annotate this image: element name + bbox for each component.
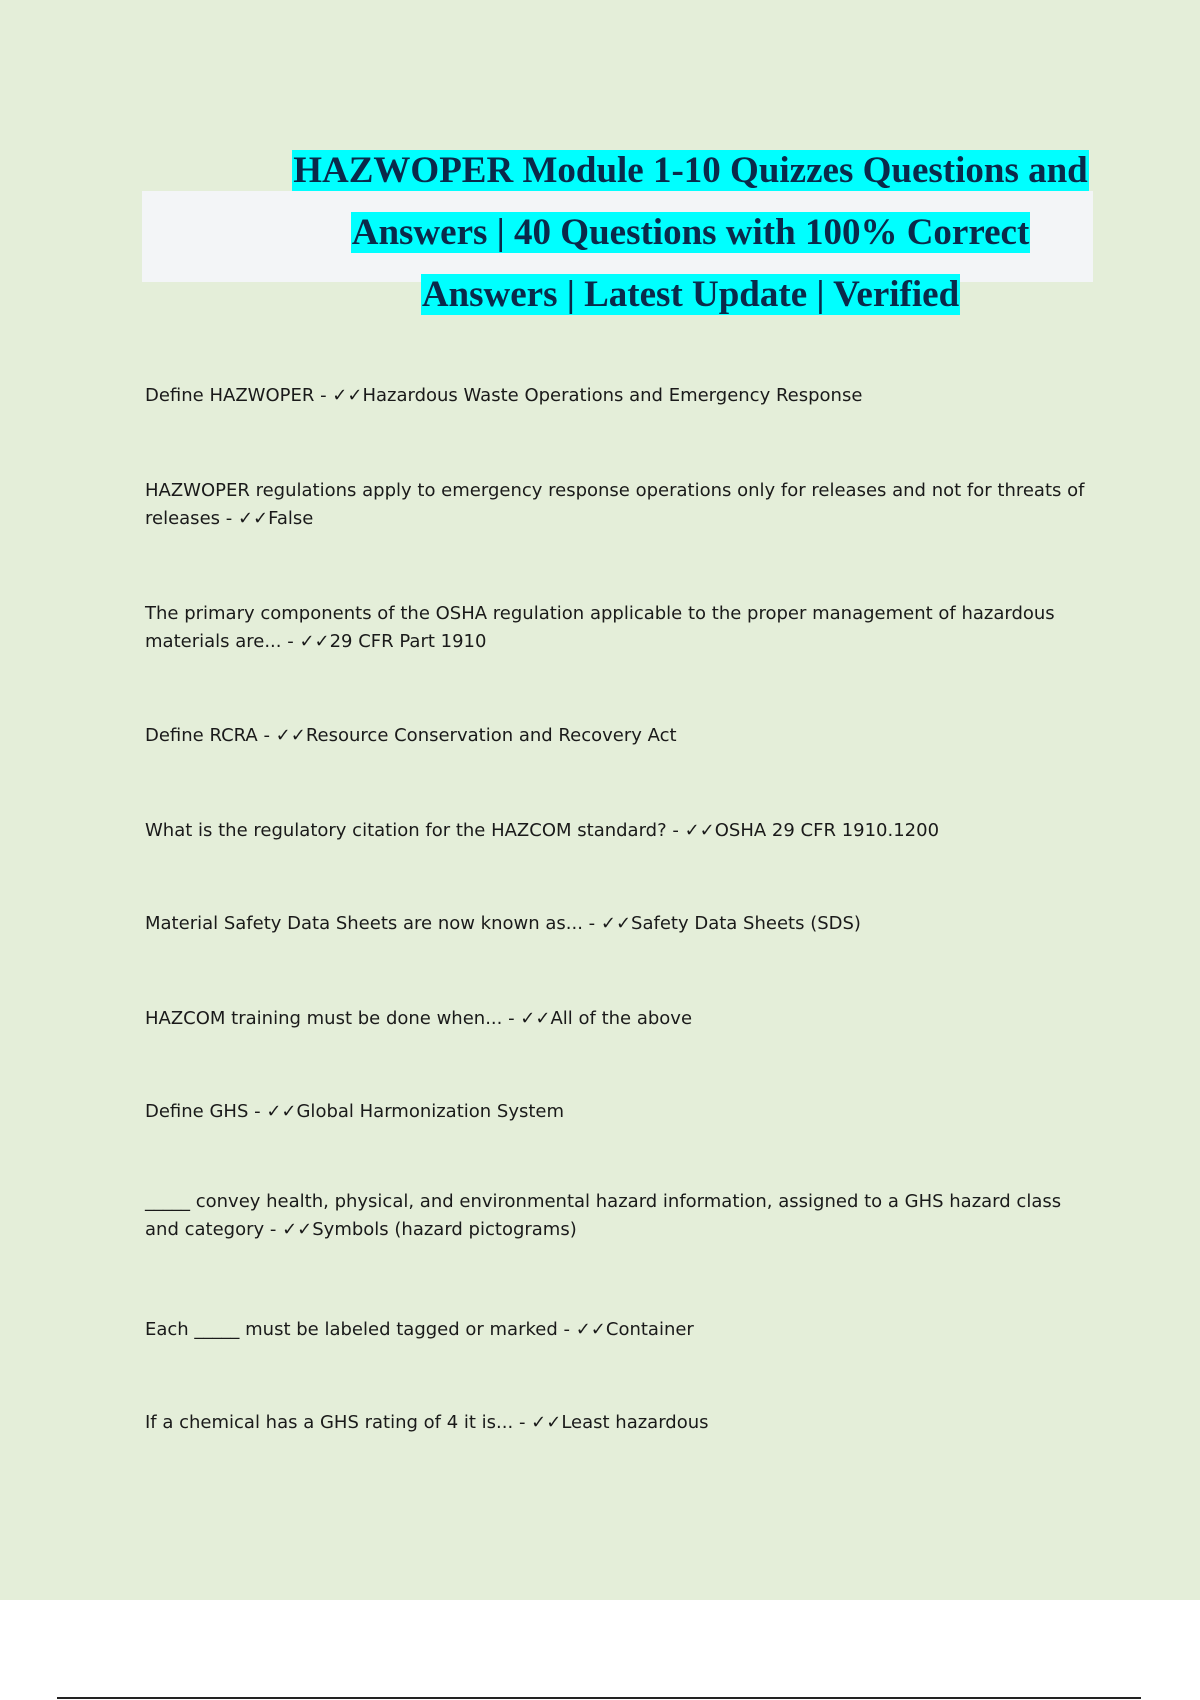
title-line-1: HAZWOPER Module 1-10 Quizzes Questions and bbox=[293, 150, 1088, 191]
title-line-2: Answers | 40 Questions with 100% Correct bbox=[351, 212, 1030, 253]
footer-divider bbox=[57, 1697, 1141, 1699]
qa-item-8: Define GHS - ✓✓Global Harmonization System bbox=[145, 1101, 565, 1122]
document-title bbox=[142, 140, 1200, 326]
qa-item-4: Define RCRA - ✓✓Resource Conservation and Recovery Act bbox=[145, 725, 677, 746]
title-line-3: Answers | Latest Update | Verified bbox=[421, 274, 960, 315]
qa-item-6: Material Safety Data Sheets are now known as... - ✓✓Safety Data Sheets (SDS) bbox=[145, 913, 861, 934]
qa-item-11: If a chemical has a GHS rating of 4 it is... - ✓✓Least hazardous bbox=[145, 1412, 709, 1433]
qa-item-7: HAZCOM training must be done when... - ✓✓All of the above bbox=[145, 1008, 693, 1029]
qa-item-9: _____ convey health, physical, and environmental hazard information, assigned to a GHS hazard class and category - ✓✓Symbols (hazard pictograms) bbox=[145, 1191, 1062, 1240]
qa-item-10: Each _____ must be labeled tagged or marked - ✓✓Container bbox=[145, 1319, 694, 1340]
qa-item-2: HAZWOPER regulations apply to emergency response operations only for releases and not for threats of releases - ✓✓False bbox=[145, 480, 1085, 529]
qa-item-1: Define HAZWOPER - ✓✓Hazardous Waste Operations and Emergency Response bbox=[145, 385, 863, 406]
qa-item-5: What is the regulatory citation for the HAZCOM standard? - ✓✓OSHA 29 CFR 1910.1200 bbox=[145, 820, 940, 841]
qa-item-3: The primary components of the OSHA regulation applicable to the proper management of hazardous materials are... - ✓✓29 CFR Part 1910 bbox=[145, 603, 1055, 652]
